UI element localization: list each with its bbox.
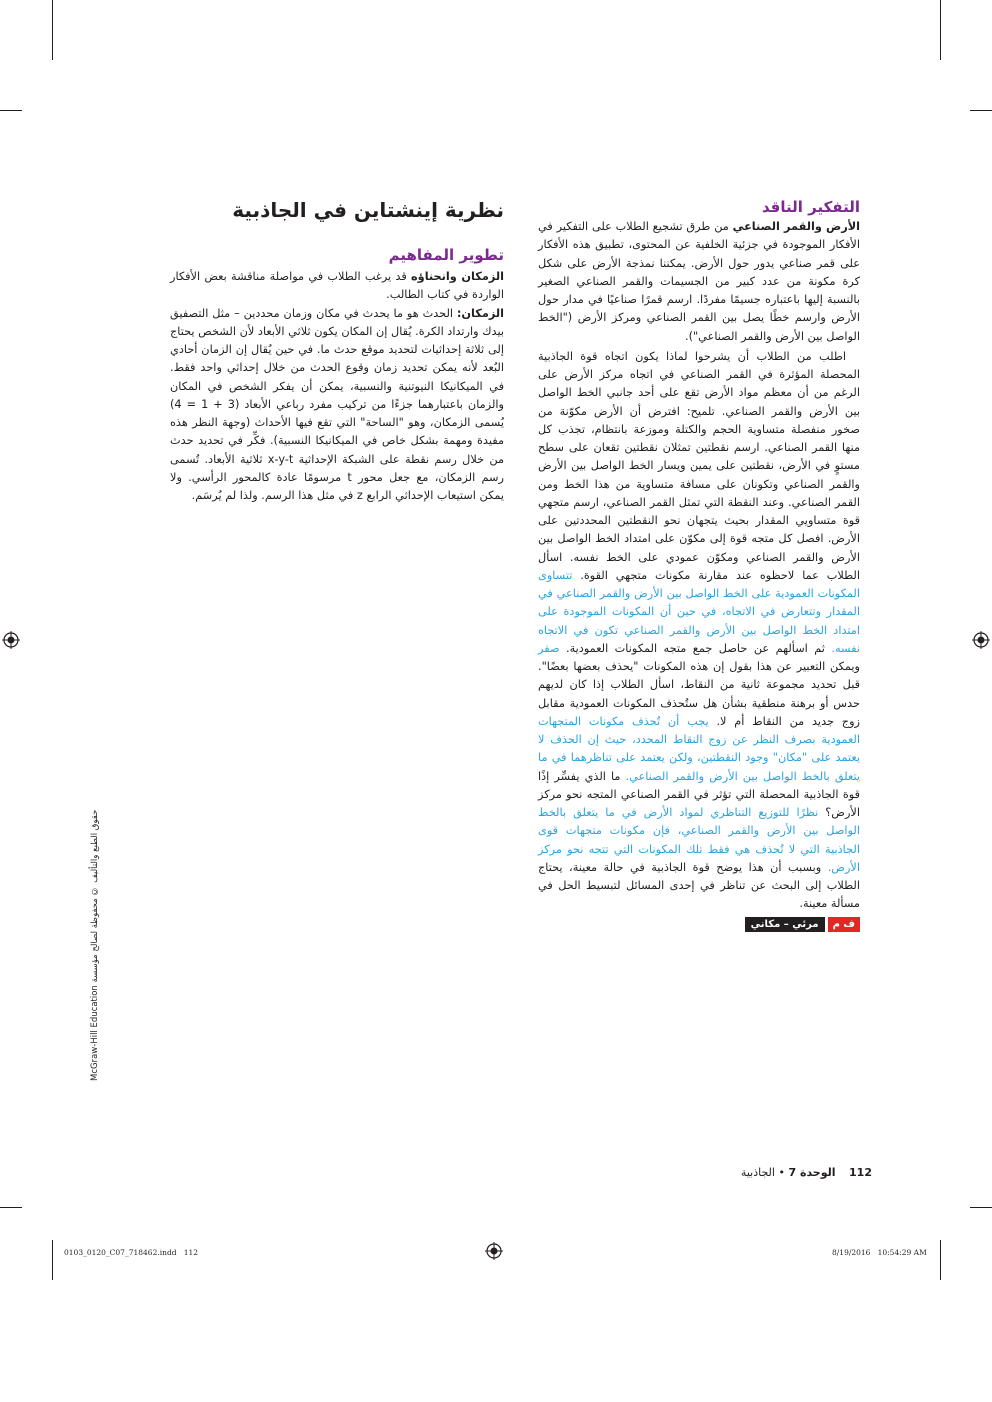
p2-answer-4: نظرًا للتوزيع التناظري لمواد الأرض في ما يتعلق بالخط الواصل بين الأرض والقمر الصناعي، فإن مكونات متجهات قوى الجاذبية التي لا تُحذف هي فقط تلك المكونات التي تتجه نحو مركز الأرض. — [538, 806, 860, 874]
right-column — [538, 198, 860, 932]
file-slug: 0103_0120_C07_718462.indd 112 — [64, 1248, 199, 1257]
crop-mark-top-left-h — [0, 110, 22, 111]
crop-mark-bottom-right-v — [940, 1240, 941, 1280]
right-paragraph-1-text: من طرق تشجيع الطلاب على التفكير في الأفكار الموجودة في جزئية الخلفية عن المحتوى، تطبيق هذه الأفكار على قمر صناعي يدور حول الأرض. يمكننا نمذجة الأرض على شكل كرة مكونة من عدد كبير من الجسيمات والقمر الصناعي الصغير بالنسبة إليها باعتباره جسيمًا مفردًا. ارسم قمرًا صناعيًا في مدار حول الأرض وارسم خطًا يصل بين القمر الصناعي ومركز الأرض ("الخط الواصل بين الأرض والقمر الصناعي"). — [538, 220, 860, 343]
crop-mark-bottom-left-v — [52, 1240, 53, 1280]
registration-mark-left-icon — [2, 631, 20, 649]
learning-style-badges — [538, 917, 860, 932]
crop-mark-top-left-v — [52, 0, 53, 60]
p2-black-3: ويمكن التعبير عن هذا بقول إن هذه المكونات "يحذف بعضها بعضًا". قبل تحديد مجموعة ثانية من النقاط، اسأل الطلاب إذا كان لديهم حدس أو برهنة منطقية بشأن هل ستُحذف المكونات العمودية مقابل زوج جديد من النقاط أم لا. — [538, 660, 860, 728]
unit-title: الجاذبية — [740, 1166, 775, 1179]
left-column — [170, 246, 504, 505]
registration-mark-right-icon — [972, 631, 990, 649]
unit-label: الوحدة 7 — [788, 1166, 836, 1179]
badge-visual-spatial: مرئي – مكاني — [745, 917, 825, 932]
crop-mark-top-right-v — [940, 0, 941, 60]
p2-black-4: ما الذي يفسِّر إذًا قوة الجاذبية المحصلة التي تؤثر في القمر الصناعي المتجه نحو مركز الأرض؟ — [538, 769, 860, 819]
p2-answer-1: تتساوى المكونات العمودية على الخط الواصل بين الأرض والقمر الصناعي في المقدار وتتعارض في الاتجاه، في حين أن المكونات الموجودة على امتداد الخط الواصل بين الأرض والقمر الصناعي تكون في الاتجاه نفسه. — [538, 568, 860, 655]
right-paragraph-2 — [538, 348, 860, 914]
crop-mark-bottom-left-h — [0, 1207, 22, 1208]
p2-black-2: ثم اسألهم عن حاصل جمع متجه المكونات العمودية. — [566, 641, 832, 655]
left-paragraph-2 — [170, 305, 504, 506]
right-paragraph-1 — [538, 218, 860, 346]
left-paragraph-1-text: قد يرغب الطلاب في مواصلة مناقشة بعض الأفكار الواردة في كتاب الطالب. — [170, 270, 504, 302]
registration-mark-bottom-icon — [485, 1242, 503, 1260]
p2-answer-2: صفر — [538, 641, 566, 655]
page-title: نظرية إينشتاين في الجاذبية — [232, 198, 504, 222]
crop-mark-top-right-h — [970, 110, 992, 111]
p2-black-1: اطلب من الطلاب أن يشرحوا لماذا يكون اتجاه قوة الجاذبية المحصلة المؤثرة في القمر الصناعي في اتجاه مركز الأرض على الرغم من أن معظم مواد الأرض تقع على أحد جانبي الخط الواصل بين الأرض والقمر الصناعي. تلميح: افترض أن الأرض مكوّنة من صخور منفصلة متساوية الحجم والكتلة وموزعة بانتظام، تجذب كل منها القمر الصناعي. ارسم نقطتين تمثلان نقطتين تقعان على سطح مستوٍ في الأرض، نقطتين على يمين ويسار الخط الواصل بين الأرض والقمر الصناعي وتكونان على مسافة متساوية من هذا الخط ومن القمر الصناعي. وعند النقطة التي تمثل القمر الصناعي، ارسم متجهي قوة متساويي المقدار بحيث يتجهان نحو النقطتين المحددتين على الأرض. افصل كل متجه قوة إلى مكوّن على امتداد الخط الواصل بين الأرض والقمر الصناعي ومكوّن عمودي على الخط نفسه. اسأل الطلاب عما لاحظوه عند مقارنة مكونات متجهي القوة. — [538, 349, 861, 582]
footer-bullet: • — [778, 1166, 785, 1179]
p2-answer-3: يجب أن تُحذف مكونات المتجهات العمودية بصرف النظر عن زوج النقاط المحدد، حيث إن الحذف لا يعتمد على "مكان" وجود النقطتين، ولكن يعتمد على تناظرهما في ما يتعلق بالخط الواصل بين الأرض والقمر الصناعي. — [538, 714, 861, 783]
badge-ell: ف م — [828, 917, 860, 932]
page-footer-label — [741, 1166, 872, 1179]
left-paragraph-1 — [170, 268, 504, 305]
vertical-copyright: حقوق الطبع والتأليف © محفوظة لصالح مؤسسة McGraw-Hill Education — [90, 810, 100, 1082]
print-timestamp: 8/19/2016 10:54:29 AM — [832, 1248, 927, 1257]
left-paragraph-1-bold: الزمكان وانحناؤه — [411, 270, 504, 283]
page-number: 112 — [849, 1166, 872, 1179]
p2-black-5: وبسبب أن هذا يوضح قوة الجاذبية في حالة معينة، يحتاج الطلاب إلى البحث عن تناظر في إحدى المسائل لتبسيط الحل في مسألة معينة. — [538, 860, 860, 911]
left-paragraph-2-bold: الزمكان: — [456, 306, 504, 320]
right-paragraph-1-bold: الأرض والقمر الصناعي — [732, 220, 861, 233]
right-section-heading: التفكير الناقد — [761, 198, 860, 216]
left-paragraph-2-text: الحدث هو ما يحدث في مكان وزمان محددين – مثل التصفيق بيدك وارتداد الكرة. يُقال إن المكان يكون ثلاثي الأبعاد لأن الشخص يحتاج إلى ثلاثة إحداثيات لتحديد موقع حدث ما. في حين يُقال إن الزمان أحادي البُعد لأنه يمكن تحديد زمان وقوع الحدث من خلال إحداثي واحد فقط. في الميكانيكا النيوتنية والنسبية، يمكن أن يفكر الشخص في المكان والزمان باعتبارهما جزءًا من تركيب مفرد رباعي الأبعاد (3 + 1 = 4) يُسمى الزمكان، وهو "الساحة" التي تقع فيها الأحداث (وجهة النظر هذه مفيدة ومهمة بشكل خاص في الميكانيكا النسبية). فكِّر في تحديد حدث من خلال رسم نقطة على الشبكة الإحداثية x-y-t ثلاثية الأبعاد. تُسمى رسم الزمكان، مع جعل محور t مرسومًا عادة كالمحور الرأسي. ولا يمكن استيعاب الإحداثي الرابع z في مثل هذا الرسم. ولذا لم يُرسَم. — [170, 306, 504, 502]
crop-mark-bottom-right-h — [970, 1207, 992, 1208]
left-section-heading: تطوير المفاهيم — [388, 246, 504, 264]
